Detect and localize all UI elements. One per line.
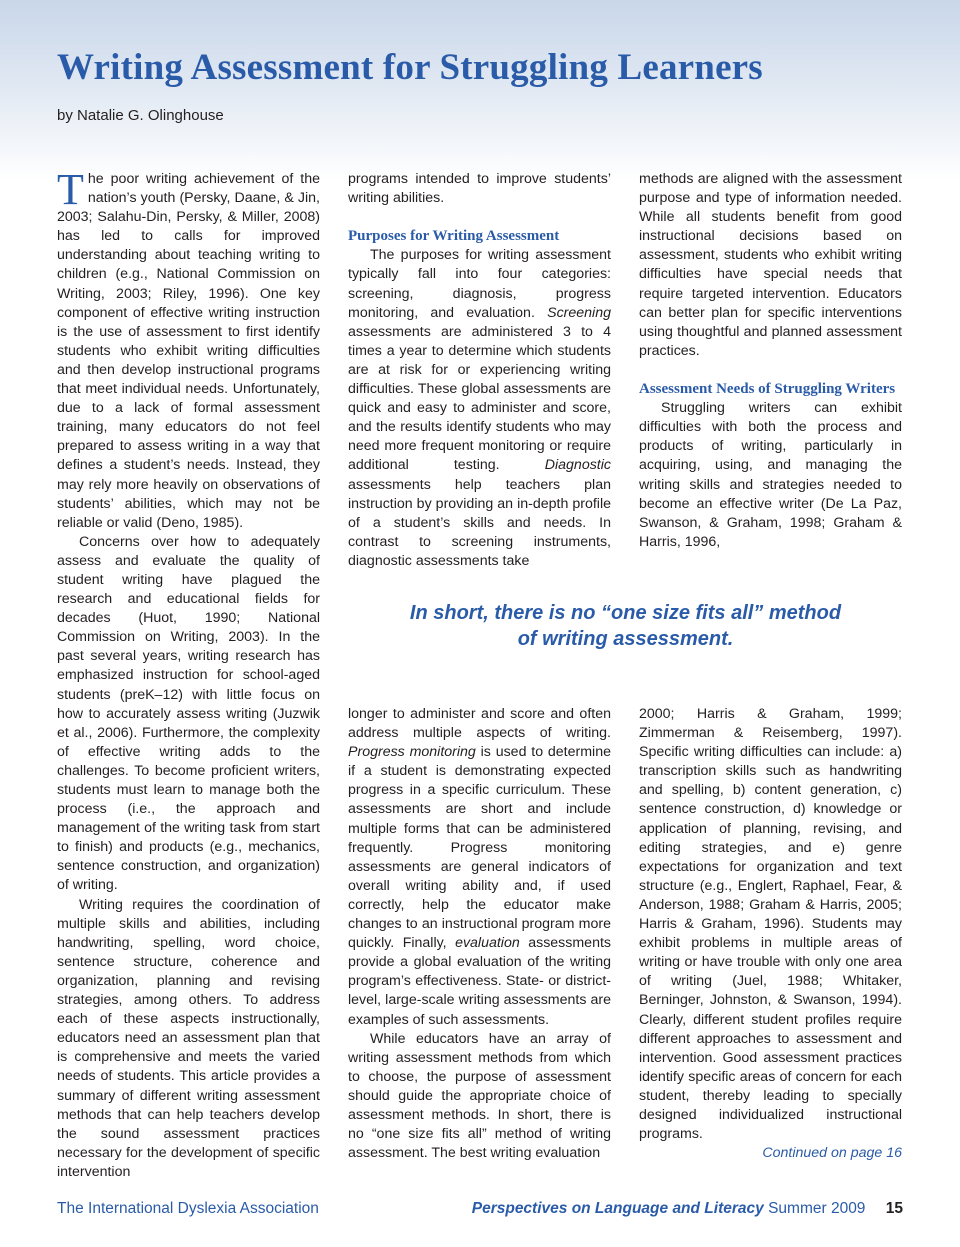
pull-quote — [348, 600, 903, 652]
column-middle-top — [348, 170, 611, 571]
section-heading-purposes: Purposes for Writing Assessment — [348, 228, 560, 245]
footer-publication — [472, 1200, 903, 1218]
section-heading-needs: Assessment Needs of Struggling Writers — [639, 381, 896, 398]
text-run: longer to administer and score and often address multiple aspects of writing. — [348, 706, 611, 742]
emphasis-term: evaluation — [455, 935, 520, 952]
paragraph — [57, 165, 320, 533]
paragraph: Struggling writers can exhibit difficulties with both the process and products of writing, particularly in acquiring, using, and managing the writing skills and strategies needed to become an effective writer (De La Paz, Swanson, & Graham, 1998; Graham & Harris, 1996, — [639, 400, 902, 550]
emphasis-term: Progress monitoring — [348, 744, 476, 761]
author-byline: by Natalie G. Olinghouse — [57, 107, 224, 124]
header-background — [0, 0, 960, 180]
emphasis-term: Diagnostic — [544, 457, 611, 474]
paragraph: methods are aligned with the assessment purpose and type of information needed. While all students benefit from good instructional decisions based on assessment, students who exhibit writing difficulties have special needs that require targeted intervention. Educators can better plan for specific interventions using thoughtful and planned assessment practices. — [639, 171, 902, 359]
emphasis-term: Screening — [547, 304, 611, 321]
column-middle-bottom — [348, 705, 611, 1163]
text-run: assessments provide a global evaluation of the writing program’s effectiveness. State- or district-level, large-scale writing assessments are examples of such assessments. — [348, 935, 611, 1028]
text-run: assessments help teachers plan instruction by providing an in-depth profile of a student’s skills and needs. In contrast to screening instruments, diagnostic assessments take — [348, 476, 611, 569]
paragraph: 2000; Harris & Graham, 1999; Zimmerman & Reisemberg, 1997). Specific writing difficulties can include: a) transcription skills such as handwriting and spelling, b) content generation, c) sentence construction, d) knowledge or application of planning, revising, and editing strategies, and e) genre expectations for organization and text structure (e.g., Englert, Raphael, Fear, & Anderson, 1988; Graham & Harris, 2005; Harris & Graham, 1996). Students may exhibit problems in multiple areas of writing or have trouble with only one area of writing (Juel, 1988; Whitaker, Berninger, Johnston, & Swanson, 1994). Clearly, different student profiles require different approaches to assessment and intervention. Good assessment practices identify specific areas of concern for each student, thereby leading to specially designed individualized instructional programs. — [639, 706, 902, 1143]
journal-title: Perspectives on Language and Literacy — [471, 1200, 764, 1217]
paragraph — [348, 705, 611, 1030]
text-run: The purposes for writing assessment typically fall into four categories: screening, diagnosis, progress monitoring, and evaluation. — [348, 247, 611, 321]
journal-issue: Summer 2009 — [768, 1200, 866, 1217]
article-title: Writing Assessment for Struggling Learners — [57, 47, 763, 88]
text-run: is used to determine if a student is demonstrating expected progress in a specific curriculum. These assessments are short and include multiple forms that can be administered frequently. Progress monitoring assessments are general indicators of overall writing ability and, if used correctly, help the educator make changes to an instructional program more quickly. Finally, — [348, 744, 611, 952]
column-right-bottom — [639, 705, 902, 1163]
pull-quote-line: of writing assessment. — [517, 628, 734, 650]
footer-organization: The International Dyslexia Association — [57, 1200, 319, 1217]
paragraph: Writing requires the coordination of multiple skills and abilities, including handwriting, spelling, word choice, sentence structure, coherence and organization, planning and revising strategies, among others. To address each of these aspects instructionally, educators need an assessment plan that is comprehensive and meets the varied needs of students. This article provides a summary of different writing assessment methods that can help teachers develop the sound assessment practices necessary for the development of specific intervention — [57, 896, 320, 1180]
column-right-top — [639, 170, 902, 552]
drop-cap: T — [57, 165, 84, 214]
page-number: 15 — [885, 1200, 903, 1217]
paragraph: Concerns over how to adequately assess and evaluate the quality of student writing have plagued the research and educational fields for decades (Huot, 1990; National Commission on Writing, 2003). In the past several years, writing research has emphasized instruction for school-aged students (preK–12) with little focus on how to accurately assess writing (Juzwik et al., 2006). Furthermore, the complexity of effective writing adds to the challenges. To become proficient writers, students must learn to manage both the process (i.e., the approach and management of the writing task from start to finish) and products (e.g., mechanics, sentence construction, and organization) of writing. — [57, 533, 320, 894]
paragraph: While educators have an array of writing assessment methods from which to choose, the purpose of assessment should guide the appropriate choice of assessment methods. In short, there is no “one size fits all” method of writing assessment. The best writing evaluation — [348, 1030, 611, 1162]
text-run: assessments are administered 3 to 4 times a year to determine which students are at risk for or experiencing writing difficulties. These global assessments are quick and easy to administer and score, and the results identify students who may need more frequent monitoring or require additional testing. — [348, 323, 611, 474]
paragraph: programs intended to improve students’ writing abilities. — [348, 171, 611, 207]
pull-quote-line: In short, there is no “one size fits all” method — [409, 602, 842, 624]
column-left — [57, 165, 320, 1182]
continued-link[interactable]: Continued on page 16 — [762, 1145, 902, 1162]
paragraph — [348, 246, 611, 571]
paragraph-text: he poor writing achievement of the nation’s youth (Persky, Daane, & Jin, 2003; Salahu-Din, Persky, & Miller, 2008) has led to calls for improved understanding about teaching writing to children (e.g., National Commission on Writing, 2003; Riley, 1996). One key component of effective writing instruction is the use of assessment to first identify students who exhibit writing difficulties and then develop instructional programs that meet individual needs. Unfortunately, due to a lack of formal assessment training, many educators do not feel prepared to assess writing in a way that defines a student’s needs. Instead, they may rely more heavily on observations of students’ abilities, which may not be reliable or valid (Deno, 1985). — [57, 171, 320, 531]
